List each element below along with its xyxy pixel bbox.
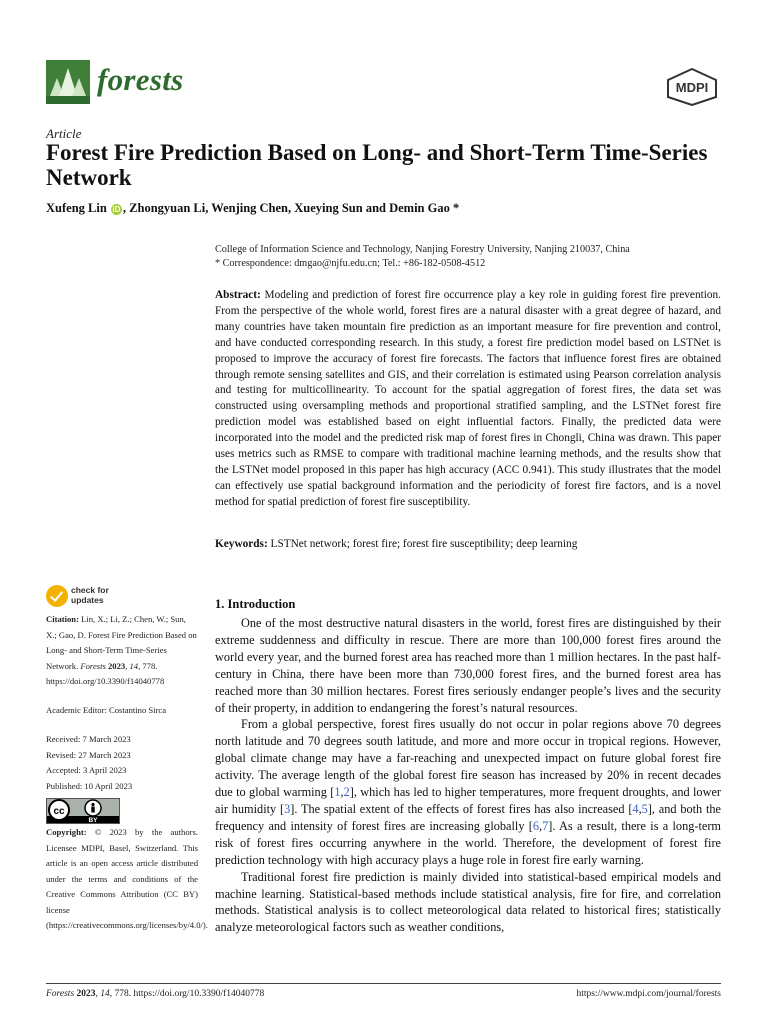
intro-paragraph-3: Traditional forest fire prediction is mainly divided into statistical-based empirical models and machine learning. Statistical-based methods include statistical analysis, fire for fire, and correlation methods. Statistical analysis is to collect meteorological data related to historical fires; statistically analyze meteorological factors such as weather conditions, (215, 869, 721, 935)
mdpi-logo-text: MDPI (675, 80, 709, 95)
keywords-text: LSTNet network; forest fire; forest fire susceptibility; deep learning (270, 538, 578, 550)
copyright-label: Copyright: (46, 827, 87, 837)
intro-paragraph-2: From a global perspective, forest fires usually do not occur in polar regions above 70 degrees north latitude and 70 degrees south latitude, and more and more occur in tropical regions. However, global climate change may have a far-reaching and unexpected impact on future global forest fire activity. The average length of the global forest fire season has increased by 20% in recent decades due to global warming [1,2], which has led to higher temperatures, more frequent droughts, and lower air humidity [3]. The spatial extent of the effects of forest fires has also increased [4,5], and both the frequency and intensity of forest fires are increasing globally [6,7]. As a result, there is a long-term risk of forest fires occurring anywhere in the world. Therefore, the development of forest fire prediction technology with high accuracy plays a huge role in forest fire early warning. (215, 717, 722, 867)
mdpi-logo[interactable] (664, 68, 720, 106)
by-mark: BY (88, 817, 98, 823)
copyright-text: © 2023 by the authors. Licensee MDPI, Basel, Switzerland. This article is an open access article distributed under the terms and conditions of the Creative Commons Attribution (CC BY) license (https://creativecommons.org/licenses/by/4.0/). (46, 827, 208, 930)
ref-link-5[interactable]: 5 (641, 801, 648, 816)
check-for-updates-label: check for updates (71, 585, 109, 605)
footer-journal-url[interactable]: https://www.mdpi.com/journal/forests (576, 989, 721, 999)
citation-volume: 14 (129, 660, 139, 671)
academic-editor: Academic Editor: Costantino Sirca (46, 705, 167, 715)
citation-text: Lin, X.; Li, Z.; Chen, W.; Sun, X.; Gao, D. Forest Fire Prediction Based on Long- and Short-Term Time-Series Network. (46, 614, 197, 671)
journal-name[interactable]: forests (97, 62, 184, 97)
ref-link-6[interactable]: 6 (532, 818, 540, 833)
check-icon (46, 585, 68, 607)
copyright-notice (46, 825, 208, 934)
journal-logo-trees-icon (46, 60, 90, 104)
keywords-label: Keywords: (215, 538, 268, 550)
paper-title: Forest Fire Prediction Based on Long- and Short-Term Time-Series Network (46, 140, 708, 190)
footer-divider (46, 983, 721, 984)
correspondence-line: * Correspondence: dmgao@njfu.edu.cn; Tel.: +86-182-0508-4512 (215, 258, 486, 269)
ref-link-7[interactable]: 7 (542, 818, 549, 833)
section-heading-introduction: 1. Introduction (215, 597, 296, 611)
ref-link-3[interactable]: 3 (284, 801, 291, 816)
citation-doi[interactable]: , 778. https://doi.org/10.3390/f14040778 (46, 660, 165, 686)
other-authors: , Zhongyuan Li, Wenjing Chen, Xueying Sun and Demin Gao * (122, 201, 460, 215)
affiliation (215, 243, 721, 271)
received-date: Received: 7 March 2023 (46, 734, 131, 744)
ref-link-2[interactable]: 2 (343, 785, 350, 800)
ref-link-1[interactable]: 1 (334, 785, 341, 800)
cc-mark: cc (53, 806, 65, 817)
keywords (215, 538, 721, 550)
orcid-icon[interactable]: iD (112, 205, 121, 214)
citation-block: Citation: Lin, X.; Li, Z.; Chen, W.; Sun, X.; Gao, D. Forest Fire Prediction Based on Long- and Short-Term Time-Series Network. Forests 2023, 14, 778. https://doi.org/10.3390/f14040778 (46, 614, 197, 686)
citation-journal: Forests (80, 660, 106, 671)
affiliation-line: College of Information Science and Technology, Nanjing Forestry University, Nanjing 210037, China (215, 244, 630, 255)
introduction-body (215, 615, 721, 936)
abstract-label: Abstract: (215, 289, 261, 301)
publication-dates (46, 732, 198, 794)
accepted-date: Accepted: 3 April 2023 (46, 765, 127, 775)
intro-paragraph-1: One of the most destructive natural disasters in the world, forest fires are distinguished by their extreme suddenness and difficulty in rescue. There are more than 100,000 forest fires around the world every year, and the burned forest area has reached more than 1 million hectares. In the past half-century in China, there have been more than 730,000 forest fires, and the burned forest area has reached more than 30 million hectares. Forest fires seriously endanger people’s lives and the security of their property, in addition to endangering the forest’s natural resources. (215, 616, 721, 715)
check-for-updates-button[interactable] (46, 585, 166, 609)
ref-link-4[interactable]: 4 (632, 801, 639, 816)
citation-label: Citation: (46, 614, 79, 624)
first-author[interactable]: Xufeng Lin (46, 201, 107, 215)
cc-by-license-icon[interactable] (46, 798, 120, 824)
citation-year: 2023 (108, 660, 126, 671)
article-type: Article (46, 126, 82, 141)
published-date: Published: 10 April 2023 (46, 780, 133, 791)
footer-citation: Forests 2023, 14, 778. https://doi.org/10.3390/f14040778 (46, 989, 265, 999)
abstract-text: Modeling and prediction of forest fire occurrence play a key role in guiding forest fire prevention. From the perspective of the whole world, forest fires are a natural disaster with a great degree of hazard, and many countries have taken mountain fire prediction as an important measure for fire prevention and control, and have conducted corresponding research. In this study, a forest fire prediction model based on LSTNet is proposed to improve the accuracy of forest fire forecasts. The factors that influence forest fires are obtained through remote sensing satellites and GIS, and their correlation is estimated using Pearson correlation analysis and testing for multicollinearity. To account for the spatial aggregation of forest fires, the data set was constructed using oversampling methods and proportional stratified sampling, and the LSTNet forest fire prediction model was established based on eight influential factors. Finally, the predicted data were incorporated into the model and the predicted risk map of forest fires in Chongli, China was drawn. This paper uses metrics such as RMSE to compare with traditional machine learning methods, and the results show that the LSTNet model proposed in this paper has high accuracy (ACC 0.941). This study illustrates that the model can effectively use spatial background information and the periodicity of forest fire factors, and is a novel method for spatial prediction of forest fire susceptibility. (215, 289, 721, 508)
author-list (46, 201, 459, 216)
revised-date: Revised: 27 March 2023 (46, 749, 131, 760)
footer-doi-link[interactable]: , 778. https://doi.org/10.3390/f14040778 (109, 989, 265, 999)
abstract (215, 288, 721, 511)
